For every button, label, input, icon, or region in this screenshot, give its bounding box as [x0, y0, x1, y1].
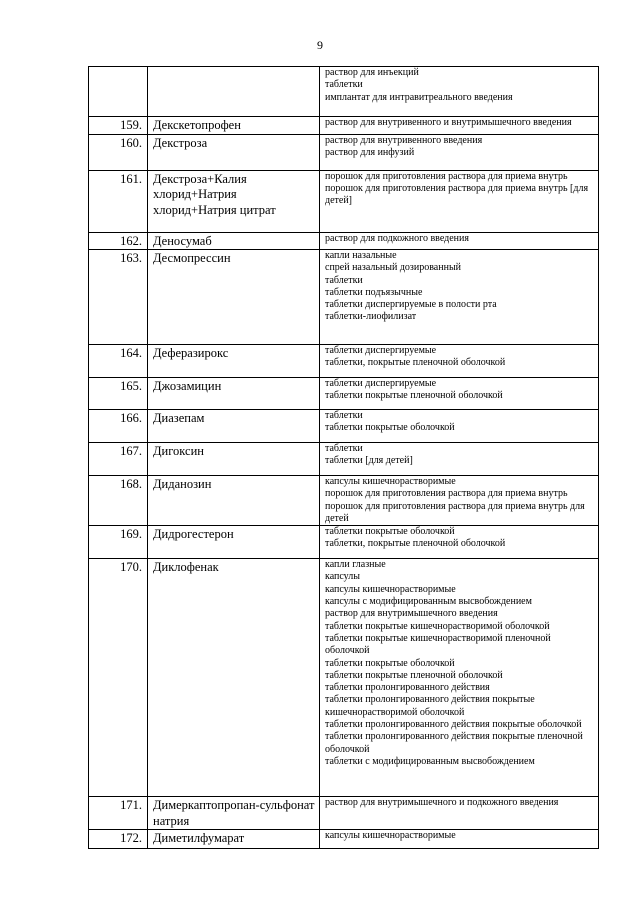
dosage-form-item: таблетки покрытые кишечнорастворимой оболочкой	[325, 620, 550, 632]
dosage-form-item: таблетки, покрытые пленочной оболочкой	[325, 357, 506, 369]
dosage-forms	[320, 378, 599, 410]
dosage-forms	[320, 232, 599, 250]
dosage-form-item: капсулы	[325, 571, 360, 583]
row-number: 168.	[89, 476, 148, 526]
row-number: 161.	[89, 170, 148, 232]
dosage-form-item: таблетки, покрытые пленочной оболочкой	[325, 538, 506, 550]
table-row	[89, 232, 599, 250]
table-row	[89, 134, 599, 170]
row-number: 171.	[89, 797, 148, 830]
table-row	[89, 67, 599, 117]
row-number: 163.	[89, 250, 148, 345]
dosage-form-item: таблетки пролонгированного действия покрытые оболочкой	[325, 719, 582, 731]
dosage-form-item: таблетки	[325, 274, 363, 286]
table-row	[89, 797, 599, 830]
row-number: 164.	[89, 345, 148, 378]
dosage-form-item: капсулы кишечнорастворимые	[325, 476, 456, 487]
row-number: 169.	[89, 526, 148, 559]
table-row	[89, 345, 599, 378]
dosage-form-item: капсулы кишечнорастворимые	[325, 583, 456, 595]
dosage-forms	[320, 410, 599, 443]
table-row	[89, 443, 599, 476]
row-number	[89, 67, 148, 117]
table-row	[89, 117, 599, 135]
page-number: 9	[317, 38, 323, 52]
row-number: 159.	[89, 117, 148, 135]
drug-name: Декстроза	[148, 134, 320, 170]
dosage-forms	[320, 476, 599, 526]
row-number: 160.	[89, 134, 148, 170]
dosage-form-item: таблетки диспергируемые в полости рта	[325, 299, 497, 311]
dosage-form-item: таблетки покрытые оболочкой	[325, 422, 455, 434]
table-row	[89, 250, 599, 345]
dosage-form-item: таблетки пролонгированного действия	[325, 682, 490, 694]
table-row	[89, 830, 599, 849]
table-row	[89, 526, 599, 559]
row-number: 170.	[89, 559, 148, 797]
drug-name: Джозамицин	[148, 378, 320, 410]
dosage-form-item: таблетки покрытые пленочной оболочкой	[325, 390, 503, 402]
table-row	[89, 378, 599, 410]
row-number: 162.	[89, 232, 148, 250]
dosage-form-item: капли назальные	[325, 250, 397, 261]
drug-name: Дидрогестерон	[148, 526, 320, 559]
row-number: 167.	[89, 443, 148, 476]
dosage-form-item: раствор для инфузий	[325, 146, 415, 158]
dosage-form-item: таблетки-лиофилизат	[325, 311, 417, 323]
dosage-forms	[320, 134, 599, 170]
drug-name: Диметилфумарат	[148, 830, 320, 849]
dosage-form-item: таблетки диспергируемые	[325, 345, 437, 356]
drug-name: Декскетопрофен	[148, 117, 320, 135]
dosage-form-item: раствор для подкожного введения	[325, 232, 469, 244]
dosage-forms	[320, 250, 599, 345]
dosage-forms	[320, 443, 599, 476]
dosage-form-item: порошок для приготовления раствора для приема внутрь	[325, 488, 568, 500]
table-row	[89, 476, 599, 526]
drug-name: Диклофенак	[148, 559, 320, 797]
dosage-form-item: таблетки пролонгированного действия покрытые пленочной оболочкой	[325, 731, 583, 755]
dosage-form-item: порошок для приготовления раствора для приема внутрь для детей	[325, 500, 585, 524]
dosage-forms	[320, 117, 599, 135]
drug-name: Диданозин	[148, 476, 320, 526]
drug-name: Деферазирокс	[148, 345, 320, 378]
drug-name: Деносумаб	[148, 232, 320, 250]
drug-name: Дигоксин	[148, 443, 320, 476]
dosage-form-item: таблетки покрытые кишечнорастворимой пленочной оболочкой	[325, 632, 551, 657]
dosage-form-item: таблетки с модифицированным высвобождением	[325, 755, 535, 767]
dosage-form-item: раствор для инъекций	[325, 67, 419, 78]
dosage-form-item: таблетки пролонгированного действия покрытые кишечнорастворимой оболочкой	[325, 694, 535, 718]
dosage-form-item: спрей назальный дозированный	[325, 262, 462, 274]
row-number: 165.	[89, 378, 148, 410]
drug-table	[88, 66, 599, 849]
dosage-form-item: порошок для приготовления раствора для приема внутрь	[325, 170, 568, 182]
dosage-form-item: таблетки диспергируемые	[325, 378, 437, 389]
dosage-form-item: порошок для приготовления раствора для приема внутрь [для детей]	[325, 182, 589, 207]
dosage-forms	[320, 830, 599, 849]
table-row	[89, 559, 599, 797]
table-row	[89, 410, 599, 443]
drug-name: Димеркаптопропан-сульфонат натрия	[148, 797, 320, 830]
dosage-form-item: таблетки подъязычные	[325, 286, 423, 298]
dosage-form-item: раствор для внутривенного и внутримышечного введения	[325, 117, 572, 128]
dosage-forms	[320, 797, 599, 830]
dosage-form-item: таблетки покрытые пленочной оболочкой	[325, 669, 503, 681]
drug-name	[148, 67, 320, 117]
dosage-form-item: таблетки покрытые оболочкой	[325, 657, 455, 669]
dosage-form-item: таблетки покрытые оболочкой	[325, 526, 455, 538]
row-number: 166.	[89, 410, 148, 443]
dosage-forms	[320, 526, 599, 559]
dosage-forms	[320, 559, 599, 797]
drug-name: Диазепам	[148, 410, 320, 443]
dosage-form-item: таблетки	[325, 79, 363, 91]
dosage-form-item: раствор для внутримышечного и подкожного введения	[325, 797, 559, 809]
drug-name: Декстроза+Калия хлорид+Натрия хлорид+Натрия цитрат	[148, 170, 320, 232]
dosage-form-item: имплантат для интравитреального введения	[325, 91, 513, 103]
dosage-form-item: таблетки	[325, 410, 363, 421]
dosage-form-item: таблетки [для детей]	[325, 455, 413, 467]
dosage-form-item: капсулы кишечнорастворимые	[325, 830, 456, 842]
drug-name: Десмопрессин	[148, 250, 320, 345]
dosage-form-item: таблетки	[325, 443, 363, 454]
dosage-form-item: капсулы с модифицированным высвобождением	[325, 596, 532, 608]
row-number: 172.	[89, 830, 148, 849]
dosage-form-item: капли глазные	[325, 559, 386, 571]
dosage-form-item: раствор для внутривенного введения	[325, 134, 483, 146]
dosage-form-item: раствор для внутримышечного введения	[325, 608, 498, 620]
table-row	[89, 170, 599, 232]
dosage-forms	[320, 345, 599, 378]
dosage-forms	[320, 170, 599, 232]
dosage-forms	[320, 67, 599, 117]
